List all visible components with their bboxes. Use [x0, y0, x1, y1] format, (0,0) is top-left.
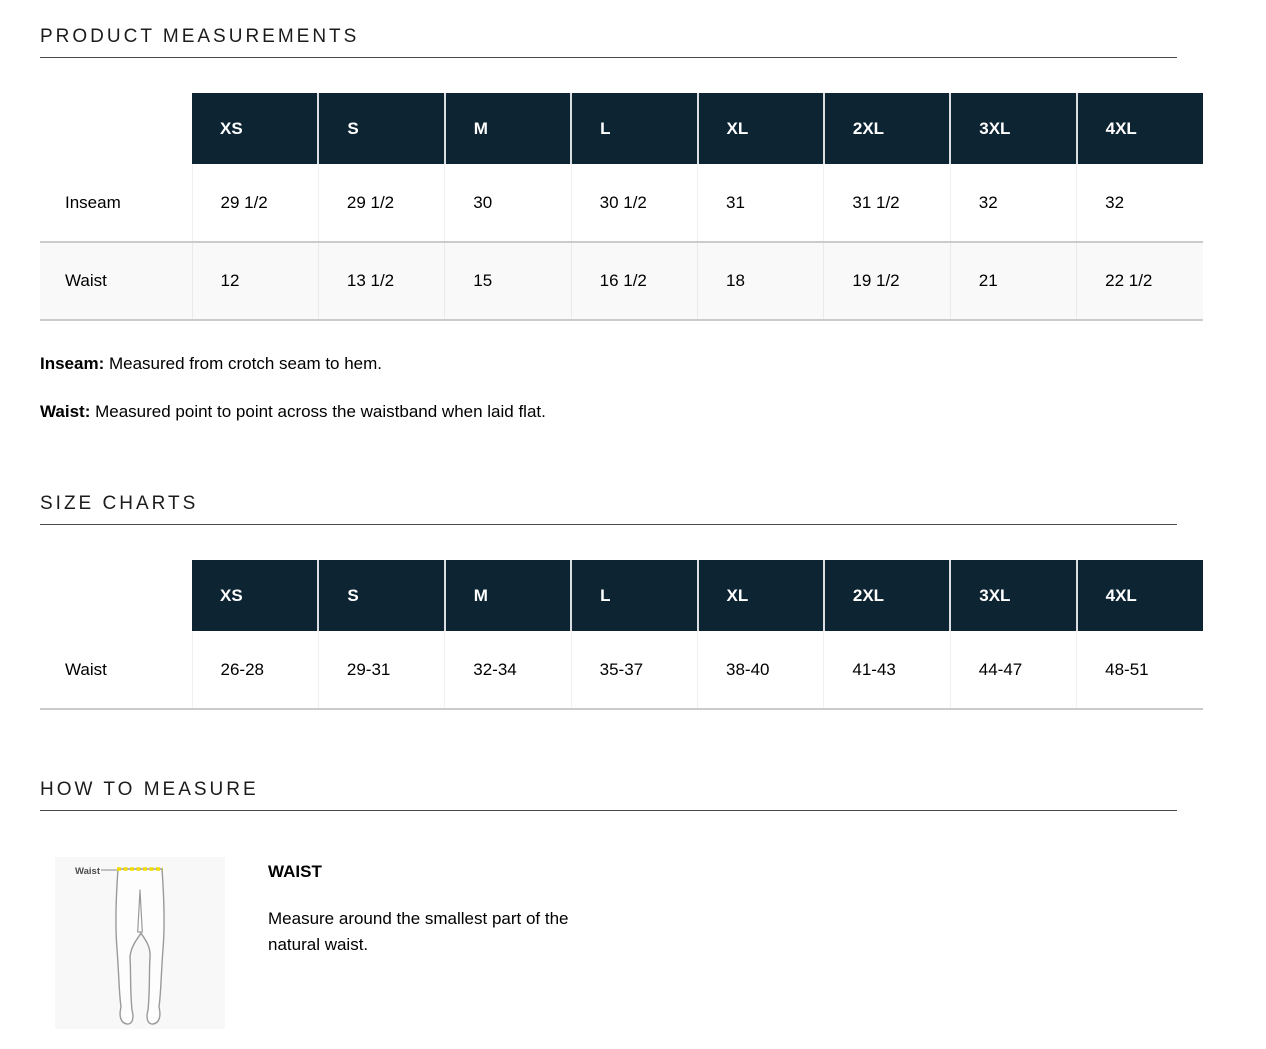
diagram-waist-label: Waist [75, 866, 100, 877]
measurement-value-cell: 21 [950, 242, 1076, 320]
measurement-value-cell: 30 1/2 [571, 164, 697, 242]
size-column-header: 3XL [950, 560, 1076, 631]
measurement-value-cell: 38-40 [698, 631, 824, 709]
size-column-header: XS [192, 93, 318, 164]
measurement-value-cell: 41-43 [824, 631, 950, 709]
measurement-value-cell: 19 1/2 [824, 242, 950, 320]
waist-measure-heading: WAIST [268, 862, 322, 881]
size-charts-table [40, 560, 1203, 710]
measurement-value-cell: 26-28 [192, 631, 318, 709]
measurement-value-cell: 31 1/2 [824, 164, 950, 242]
size-column-header: L [571, 560, 697, 631]
measurement-row [40, 631, 1203, 709]
size-column-header: XL [698, 93, 824, 164]
measurement-value-cell: 15 [445, 242, 571, 320]
measurement-value-cell: 48-51 [1105, 659, 1149, 679]
product-measurements-table [40, 93, 1203, 321]
waist-measure-text [268, 857, 598, 958]
measurement-value-cell: 18 [698, 242, 824, 320]
measurement-value-cell: 32-34 [445, 631, 571, 709]
waist-measure-description: Measure around the smallest part of the natural waist. [268, 909, 569, 954]
measurement-value-cell: 44-47 [950, 631, 1076, 709]
product-measurements-section [40, 26, 1266, 424]
size-column-header: XL [698, 560, 824, 631]
product-measurements-title: PRODUCT MEASUREMENTS [40, 26, 1177, 58]
corner-cell [40, 560, 192, 631]
size-charts-section [40, 493, 1266, 710]
size-column-header: 3XL [950, 93, 1076, 164]
measurement-row-label: Inseam [40, 164, 192, 242]
measurement-value-cell: 31 [698, 164, 824, 242]
measurement-row [40, 242, 1203, 320]
inseam-note-term: Inseam: [40, 354, 105, 373]
measurement-value-cell: 29 1/2 [318, 164, 444, 242]
measurement-value-cell: 16 1/2 [571, 242, 697, 320]
measurement-row-label: Waist [40, 242, 192, 320]
size-column-header: 4XL [1077, 560, 1203, 631]
measurement-row [40, 164, 1203, 242]
size-column-header: 2XL [824, 560, 950, 631]
measurement-value-cell: 29 1/2 [192, 164, 318, 242]
how-to-measure-title: HOW TO MEASURE [40, 779, 1177, 811]
measurement-value-cell: 13 1/2 [318, 242, 444, 320]
measurement-value-cell: 22 1/2 [1105, 271, 1153, 290]
size-header-row [40, 93, 1203, 164]
size-column-header: S [318, 560, 444, 631]
measurement-value-cell: 35-37 [571, 631, 697, 709]
size-column-header: 2XL [824, 93, 950, 164]
pants-waist-diagram [55, 857, 225, 1029]
measurement-value-cell: 12 [192, 242, 318, 320]
size-header-row [40, 560, 1203, 631]
measurement-value-cell: 29-31 [318, 631, 444, 709]
measurement-row-label: Waist [40, 631, 192, 709]
inseam-note [40, 352, 1266, 376]
measurement-notes [40, 352, 1266, 424]
waist-measure-item [40, 857, 1266, 1029]
measurement-value-cell: 32 [1105, 192, 1125, 212]
size-column-header: M [445, 560, 571, 631]
inseam-note-text: Measured from crotch seam to hem. [104, 354, 383, 373]
how-to-measure-section [40, 779, 1266, 1029]
size-column-header: S [318, 93, 444, 164]
corner-cell [40, 93, 192, 164]
measurement-value-cell: 30 [445, 164, 571, 242]
size-charts-title: SIZE CHARTS [40, 493, 1177, 525]
measurement-value-cell: 32 [950, 164, 1076, 242]
size-column-header: M [445, 93, 571, 164]
size-column-header: 4XL [1077, 93, 1203, 164]
size-column-header: L [571, 93, 697, 164]
size-column-header: XS [192, 560, 318, 631]
waist-note-term: Waist: [40, 402, 91, 421]
waist-note-text: Measured point to point across the waistband when laid flat. [90, 402, 546, 421]
waist-note [40, 400, 1266, 424]
